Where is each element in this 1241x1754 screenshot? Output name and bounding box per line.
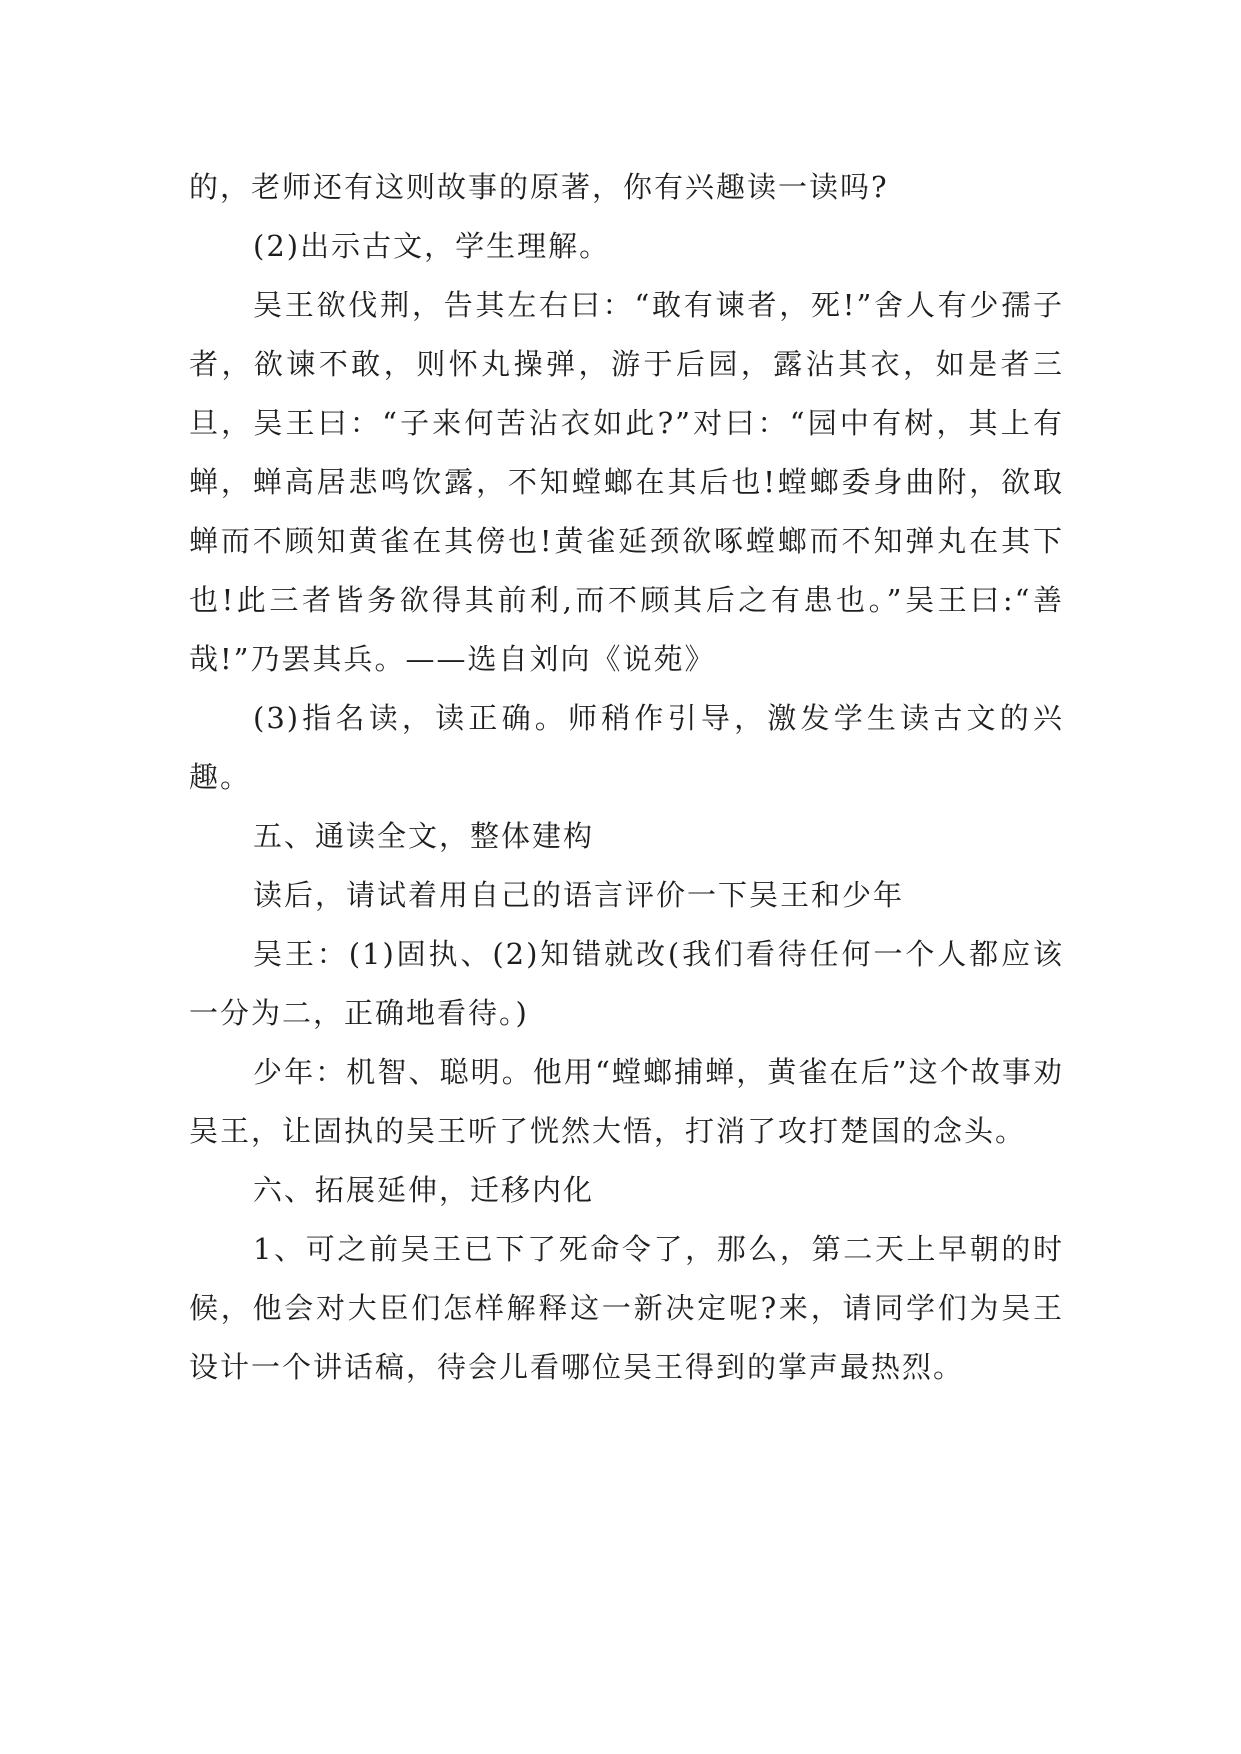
paragraph: (3)指名读，读正确。师稍作引导，激发学生读古文的兴趣。 xyxy=(189,701,1064,794)
paragraph: 吴王欲伐荆，告其左右曰：“敢有谏者，死!”舍人有少孺子者，欲谏不敢，则怀丸操弹，游于后园，露沾其衣，如是者三旦，吴王曰：“子来何苦沾衣如此?”对曰：“园中有树，其上有蝉，蝉高居悲鸣饮露，不知螳螂在其后也!螳螂委身曲附，欲取蝉而不顾知黄雀在其傍也!黄雀延颈欲啄螳螂而不知弹丸在其下也!此三者皆务欲得其前利,而不顾其后之有患也。”吴王曰:“善哉!”乃罢其兵。——选自刘向《说苑》 xyxy=(189,288,1064,676)
section-heading: 五、通读全文，整体建构 xyxy=(253,819,595,853)
paragraph: 少年：机智、聪明。他用“螳螂捕蝉，黄雀在后”这个故事劝吴王，让固执的吴王听了恍然大悟，打消了攻打楚国的念头。 xyxy=(189,1055,1064,1148)
paragraph: 吴王：(1)固执、(2)知错就改(我们看待任何一个人都应该一分为二，正确地看待。) xyxy=(189,937,1064,1030)
paragraph: 读后，请试着用自己的语言评价一下吴王和少年 xyxy=(253,878,905,912)
paragraph: 的，老师还有这则故事的原著，你有兴趣读一读吗? xyxy=(189,170,889,204)
paragraph: (2)出示古文，学生理解。 xyxy=(253,229,611,263)
document-body xyxy=(189,158,1064,1397)
section-heading: 六、拓展延伸，迁移内化 xyxy=(253,1173,595,1207)
paragraph: 1、可之前吴王已下了死命令了，那么，第二天上早朝的时候，他会对大臣们怎样解释这一新决定呢?来，请同学们为吴王设计一个讲话稿，待会儿看哪位吴王得到的掌声最热烈。 xyxy=(189,1232,1064,1384)
